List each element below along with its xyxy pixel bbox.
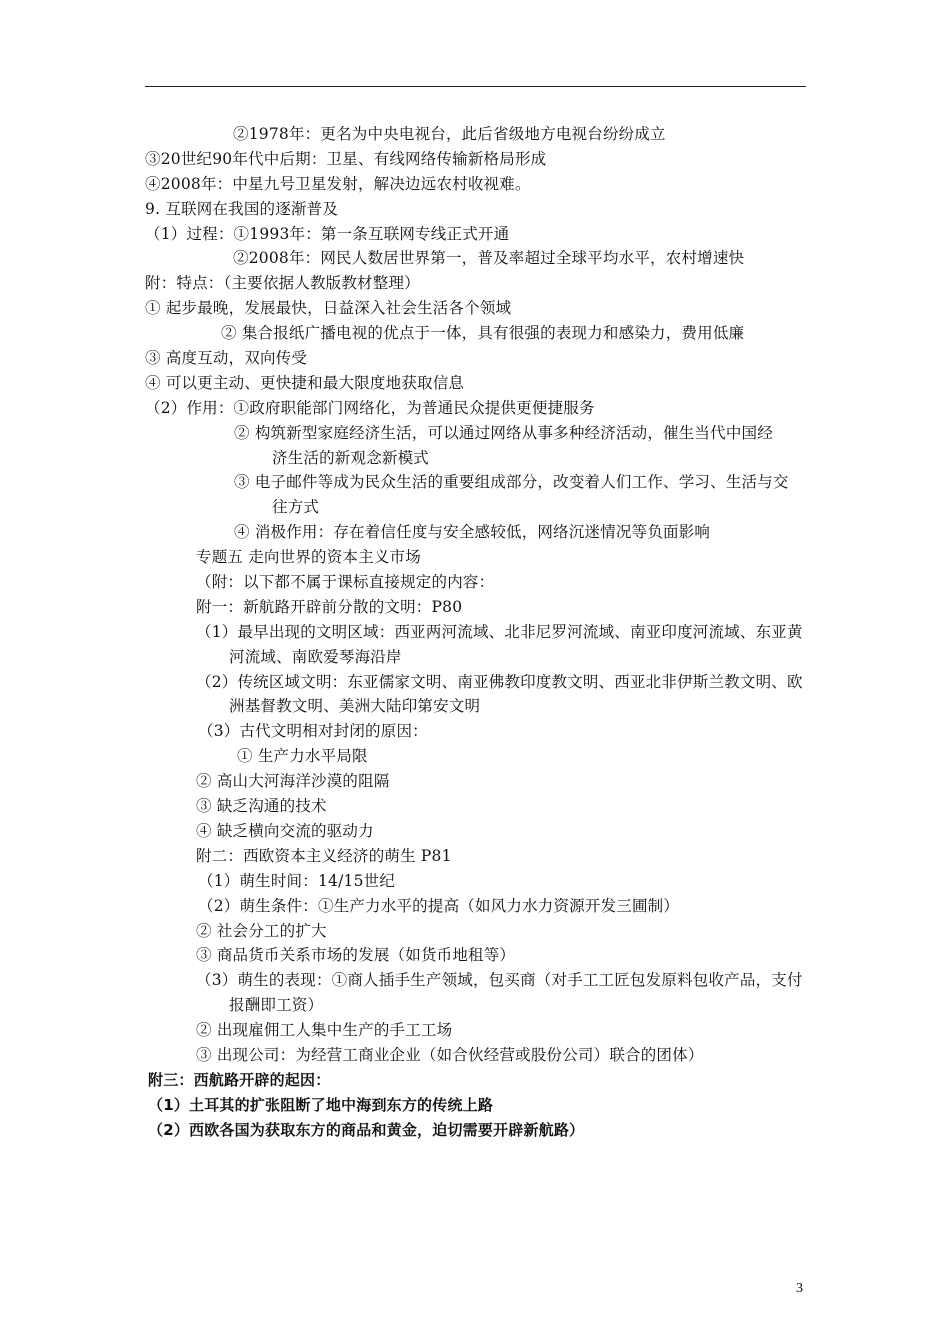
text-line: （1）过程：①1993年：第一条互联网专线正式开通 <box>145 224 510 243</box>
text-line: （2）西欧各国为获取东方的商品和黄金，迫切需要开辟新航路） <box>148 1120 585 1139</box>
text-line: ② 出现雇佣工人集中生产的手工工场 <box>196 1021 453 1040</box>
text-line: ④2008年：中星九号卫星发射，解决边远农村收视难。 <box>145 174 531 193</box>
text-line: ②1978年：更名为中央电视台，此后省级地方电视台纷纷成立 <box>233 125 666 143</box>
text-line: ④ 缺乏横向交流的驱动力 <box>196 821 374 840</box>
text-line: （1）萌生时间：14/15世纪 <box>198 871 396 890</box>
header-rule <box>145 86 806 87</box>
text-line: 附：特点：（主要依据人教版教材整理） <box>145 274 420 293</box>
text-line: ④ 可以更主动、更快捷和最大限度地获取信息 <box>145 373 465 392</box>
text-line: ③ 出现公司：为经营工商业企业（如合伙经营或股份公司）联合的团体） <box>196 1045 704 1064</box>
text-line: 附二：西欧资本主义经济的萌生 P81 <box>196 846 452 865</box>
text-line: ② 集合报纸广播电视的优点于一体，具有很强的表现力和感染力，费用低廉 <box>221 324 745 343</box>
text-line: 往方式 <box>272 498 320 517</box>
text-line: ② 高山大河海洋沙漠的阻隔 <box>196 772 390 791</box>
text-line: ③20世纪90年代中后期：卫星、有线网络传输新格局形成 <box>145 149 547 168</box>
text-line: （3）古代文明相对封闭的原因： <box>198 722 428 741</box>
text-line: ① 生产力水平局限 <box>237 747 368 766</box>
text-line: ③ 商品货币关系市场的发展（如货币地租等） <box>196 946 516 965</box>
text-line: （3）萌生的表现：①商人插手生产领域，包买商（对手工工匠包发原料包收产品，支付 <box>196 971 803 990</box>
text-line: 河流域、南欧爱琴海沿岸 <box>229 647 402 666</box>
text-line: ②2008年：网民人数居世界第一，普及率超过全球平均水平，农村增速快 <box>233 249 745 268</box>
text-line: ② 社会分工的扩大 <box>196 921 327 940</box>
text-line: ② 构筑新型家庭经济生活，可以通过网络从事多种经济活动，催生当代中国经 <box>234 423 773 442</box>
text-line: ④ 消极作用：存在着信任度与安全感较低，网络沉迷情况等负面影响 <box>234 523 711 542</box>
text-line: 专题五 走向世界的资本主义市场 <box>196 548 421 567</box>
text-line: （2）作用：①政府职能部门网络化，为普通民众提供更便捷服务 <box>145 398 595 417</box>
text-line: 附一：新航路开辟前分散的文明：P80 <box>196 597 463 616</box>
text-line: 报酬即工资） <box>229 996 324 1015</box>
text-line: 洲基督教文明、美洲大陆印第安文明 <box>229 697 481 716</box>
text-line: （2）传统区域文明：东亚儒家文明、南亚佛教印度教文明、西亚北非伊斯兰教文明、欧 <box>196 672 803 691</box>
text-line: ③ 高度互动，双向传受 <box>145 349 308 368</box>
text-line: 附三：西航路开辟的起因： <box>148 1070 331 1089</box>
text-line: ③ 缺乏沟通的技术 <box>196 797 327 816</box>
text-line: ③ 电子邮件等成为民众生活的重要组成部分，改变着人们工作、学习、生活与交 <box>234 473 789 492</box>
text-line: （1）土耳其的扩张阻断了地中海到东方的传统上路 <box>148 1095 494 1114</box>
text-line: （附：以下都不属于课标直接规定的内容： <box>196 573 495 592</box>
page-number: 3 <box>796 1281 803 1296</box>
text-line: ① 起步最晚，发展最快，日益深入社会生活各个领域 <box>145 299 512 318</box>
text-line: 9. 互联网在我国的逐渐普及 <box>145 199 339 218</box>
text-line: （2）萌生条件：①生产力水平的提高（如风力水力资源开发三圃制） <box>198 896 680 915</box>
text-line: （1）最早出现的文明区域：西亚两河流域、北非尼罗河流域、南亚印度河流域、东亚黄 <box>196 622 803 641</box>
document-body <box>0 122 950 1143</box>
text-line: 济生活的新观念新模式 <box>272 448 430 467</box>
